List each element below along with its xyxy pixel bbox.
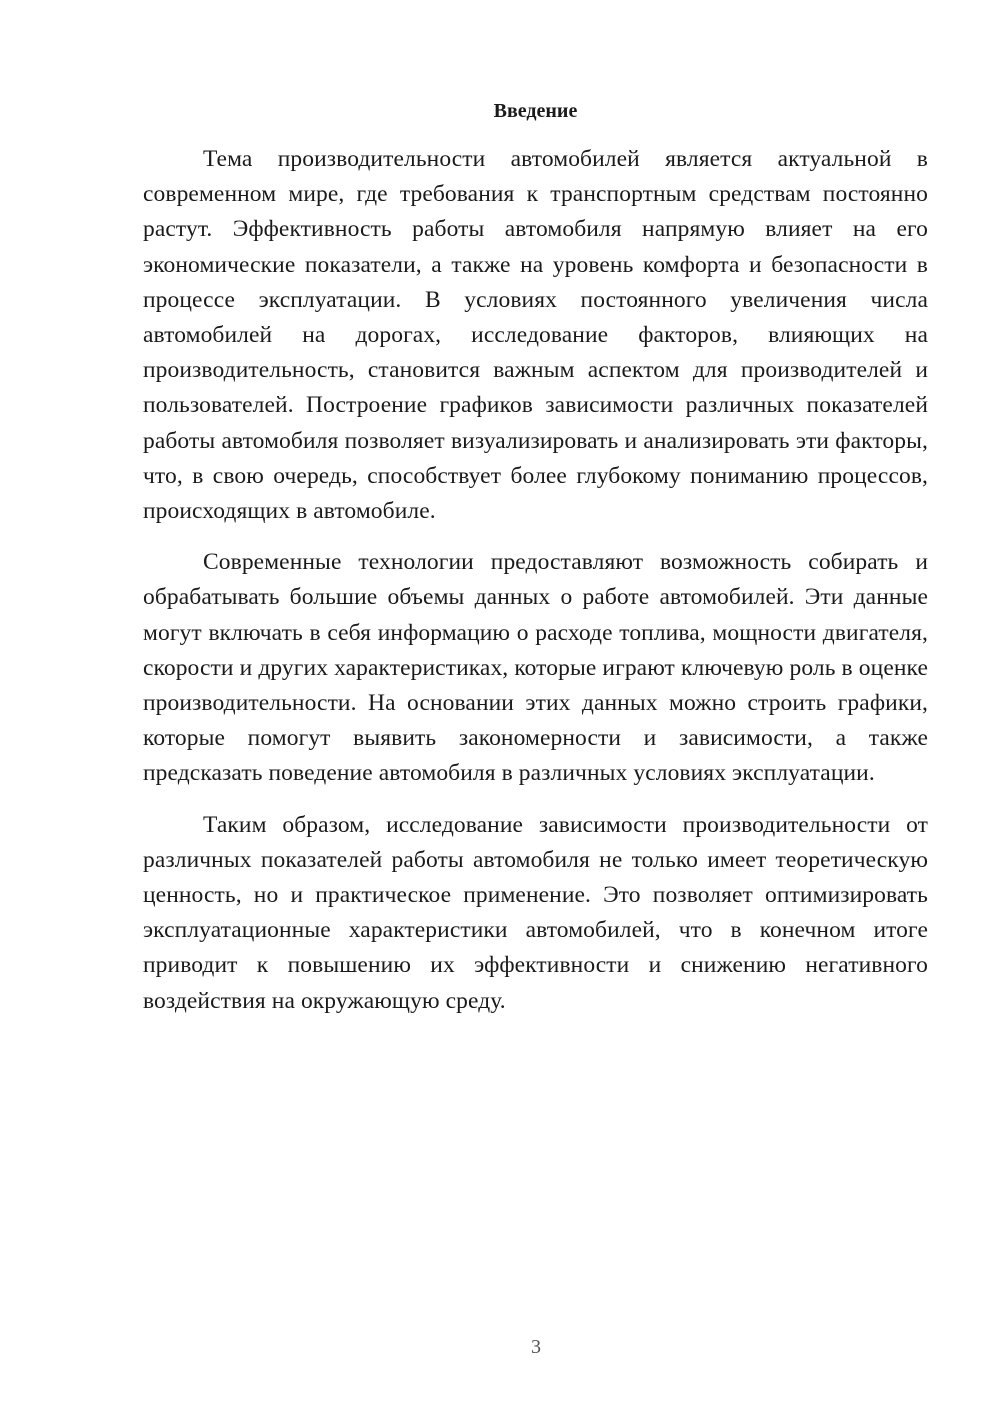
paragraph-1: Тема производительности автомобилей является актуальной в современном мире, где требования к транспортным средствам постоянно растут. Эффективность работы автомобиля напрямую влияет на его экономические показатели, а также на уровень комфорта и безопасности в процессе эксплуатации. В условиях постоянного увеличения числа автомобилей на дорогах, исследование факторов, влияющих на производительность, становится важным аспектом для производителей и пользователей. Построение графиков зависимости различных показателей работы автомобиля позволяет визуализировать и анализировать эти факторы, что, в свою очередь, способствует более глубокому пониманию процессов, происходящих в автомобиле. xyxy=(143,146,928,525)
body-text xyxy=(143,142,928,1019)
page-number: 3 xyxy=(531,1336,541,1358)
paragraph-3: Таким образом, исследование зависимости производительности от различных показателей работы автомобиля не только имеет теоретическую ценность, но и практическое применение. Это позволяет оптимизировать эксплуатационные характеристики автомобилей, что в конечном итоге приводит к повышению их эффективности и снижению негативного воздействия на окружающую среду. xyxy=(143,811,928,1014)
section-heading: Введение xyxy=(493,100,578,122)
paragraph-2: Современные технологии предоставляют возможность собирать и обрабатывать большие объемы данных о работе автомобилей. Эти данные могут включать в себя информацию о расходе топлива, мощности двигателя, скорости и других характеристиках, которые играют ключевую роль в оценке производительности. На основании этих данных можно строить графики, которые помогут выявить закономерности и зависимости, а также предсказать поведение автомобиля в различных условиях эксплуатации. xyxy=(143,549,928,787)
